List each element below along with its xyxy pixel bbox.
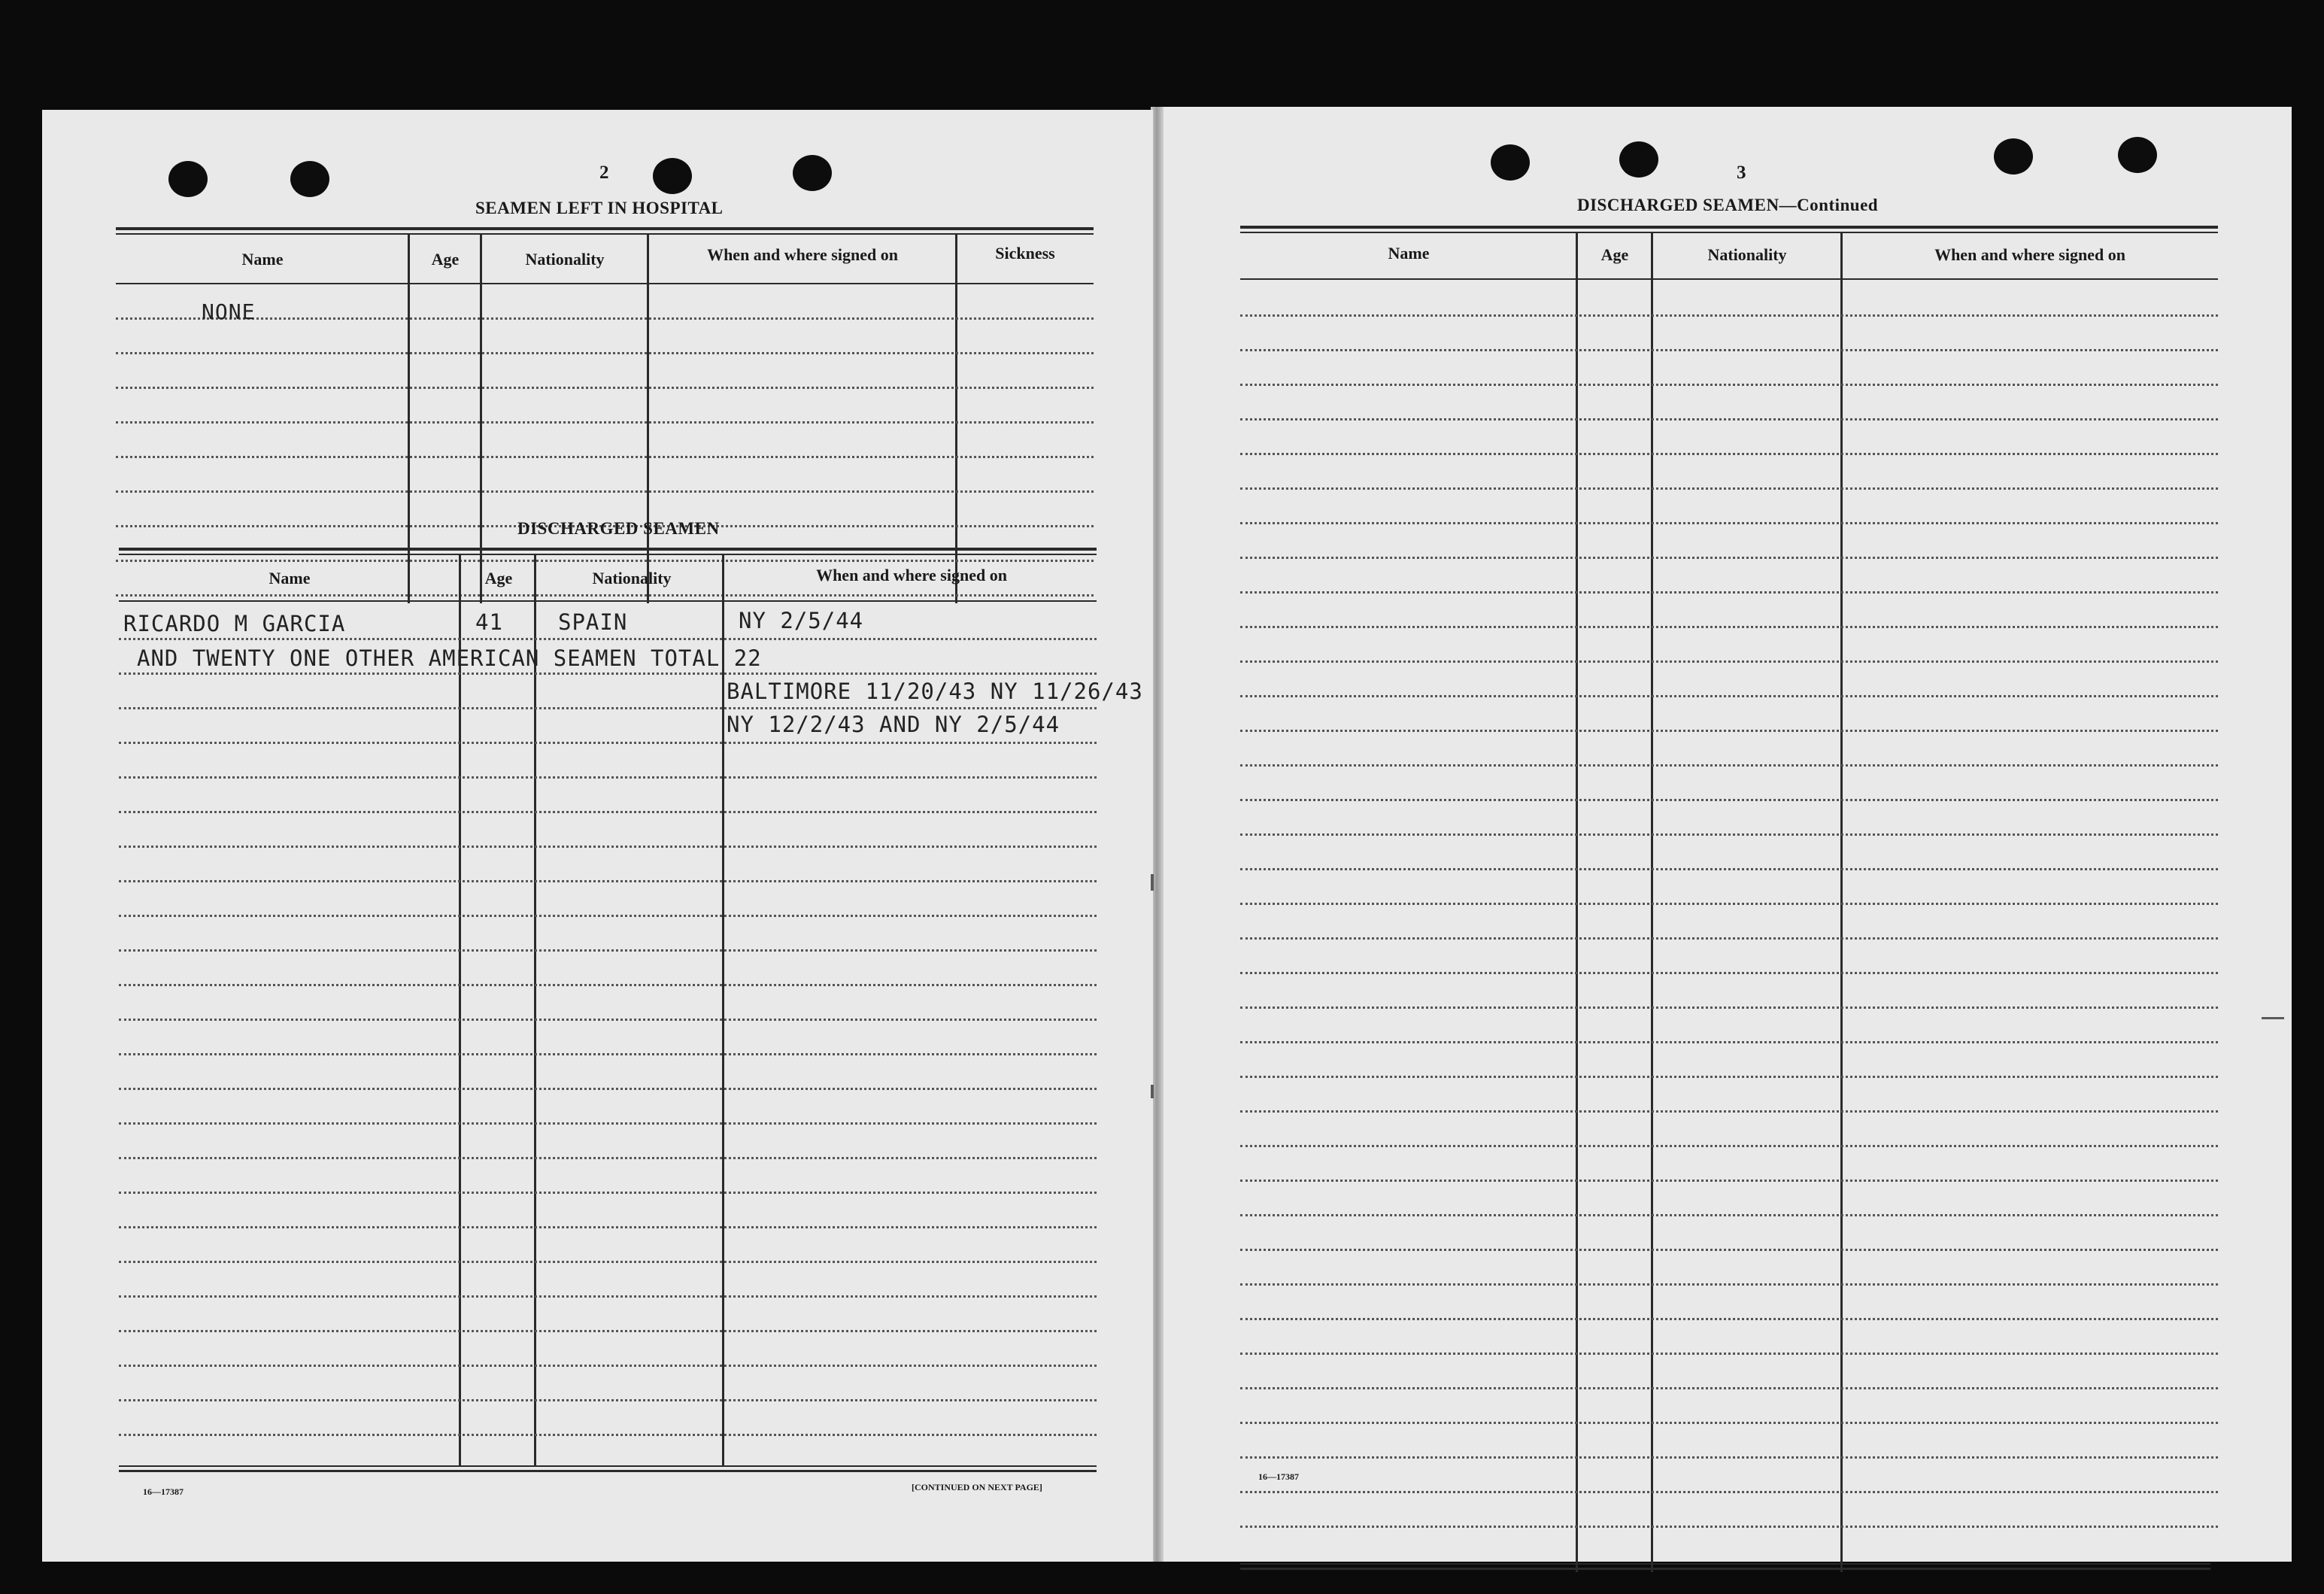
- continued-header-name: Name: [1388, 244, 1430, 263]
- punch-hole: [1994, 138, 2033, 175]
- page-number: 2: [599, 162, 609, 183]
- seaman-name: RICARDO M GARCIA: [123, 611, 346, 636]
- continued-section-title: DISCHARGED SEAMEN—Continued: [1577, 196, 1879, 214]
- continued-header-nationality: Nationality: [1707, 245, 1787, 264]
- seaman-age: 41: [475, 609, 503, 635]
- punch-hole: [168, 161, 208, 197]
- discharged-header-nationality: Nationality: [592, 569, 672, 588]
- margin-mark: [1151, 1085, 1154, 1098]
- discharged-header-name: Name: [269, 569, 311, 588]
- punch-hole: [793, 155, 832, 191]
- margin-mark: [1151, 874, 1154, 891]
- discharged-header-age: Age: [484, 569, 513, 588]
- left-page: [42, 110, 1153, 1562]
- punch-hole: [653, 158, 692, 194]
- hospital-section-title: SEAMEN LEFT IN HOSPITAL: [475, 199, 724, 217]
- punch-hole: [2118, 137, 2157, 173]
- form-number: 16—17387: [143, 1486, 184, 1497]
- seaman-signed-on: NY 2/5/44: [739, 608, 864, 633]
- hospital-header-sickness: Sickness: [995, 244, 1055, 263]
- discharged-section-title: DISCHARGED SEAMEN: [517, 519, 720, 538]
- hospital-header-signed-on: When and where signed on: [707, 245, 898, 264]
- continued-note: [CONTINUED ON NEXT PAGE]: [912, 1482, 1042, 1492]
- punch-hole: [1619, 141, 1658, 178]
- discharged-header-signed-on: When and where signed on: [816, 566, 1007, 584]
- hospital-header-nationality: Nationality: [525, 250, 605, 269]
- hospital-entry-none: NONE: [202, 299, 256, 324]
- other-seamen-note: AND TWENTY ONE OTHER AMERICAN SEAMEN TOTAL 22: [137, 645, 762, 671]
- hospital-header-age: Age: [431, 250, 460, 269]
- hospital-header-name: Name: [241, 250, 284, 269]
- punch-hole: [290, 161, 329, 197]
- margin-mark: [2262, 1017, 2284, 1019]
- right-page: [1164, 107, 2292, 1562]
- page-number: 3: [1737, 162, 1746, 183]
- punch-hole: [1491, 144, 1530, 181]
- continued-header-age: Age: [1600, 245, 1629, 264]
- seaman-nationality: SPAIN: [558, 609, 628, 635]
- continued-header-signed-on: When and where signed on: [1934, 245, 2125, 264]
- signed-on-line-1: BALTIMORE 11/20/43 NY 11/26/43: [727, 679, 1143, 704]
- signed-on-line-2: NY 12/2/43 AND NY 2/5/44: [727, 712, 1060, 737]
- form-number: 16—17387: [1258, 1471, 1299, 1482]
